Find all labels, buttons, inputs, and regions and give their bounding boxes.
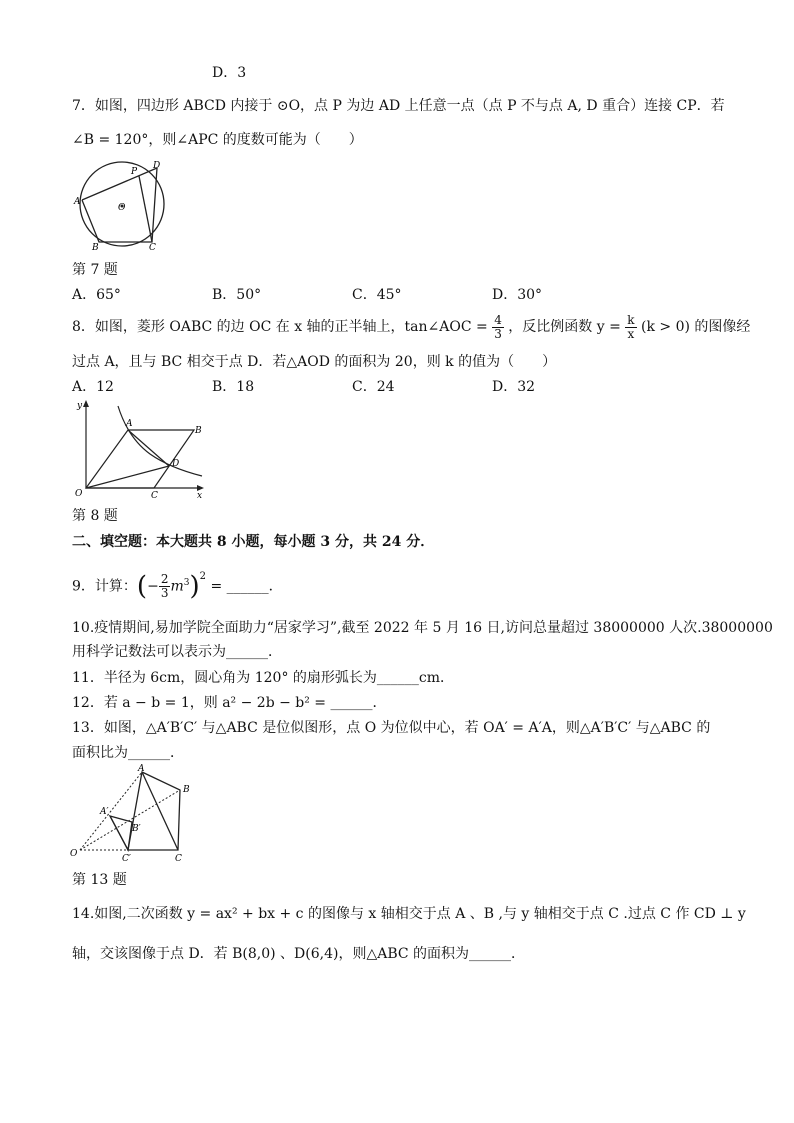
q8-line1 xyxy=(72,310,750,344)
q7-caption: 第 7 题 xyxy=(72,262,118,278)
q8-label-o: O xyxy=(75,489,83,499)
q13-ray-oa xyxy=(80,772,142,850)
q14-line2: 轴，交该图像于点 D．若 B(8,0) 、D(6,4)，则△ABC 的面积为______． xyxy=(72,946,526,962)
q8-k-den: x xyxy=(627,326,635,341)
q8-label-d: D xyxy=(172,459,180,469)
q7-option-d: D．30° xyxy=(492,287,543,303)
q9-left-paren: ( xyxy=(136,571,148,602)
q13-label-b: B xyxy=(183,785,190,795)
q8-hyperbola xyxy=(118,406,202,476)
q8-k-num: k xyxy=(627,312,635,327)
q9-var: m xyxy=(170,578,184,595)
q8-tan-num: 4 xyxy=(494,312,502,327)
q7-figure xyxy=(70,158,180,250)
q8-line1-a: 8．如图，菱形 OABC 的边 OC 在 x 轴的正半轴上，tan∠AOC = xyxy=(72,319,488,335)
q8-option-a: A．12 xyxy=(72,379,114,395)
q8-label-y: y xyxy=(77,401,83,411)
q9-var-exp: 3 xyxy=(183,578,190,588)
q9-frac-num: 2 xyxy=(160,572,169,587)
q7-option-b: B．50° xyxy=(212,287,262,303)
q7-label-o: O xyxy=(118,203,126,213)
q8-option-b: B．18 xyxy=(212,379,255,395)
q8-figure xyxy=(70,398,210,500)
q9-prefix: 9．计算： xyxy=(72,578,137,595)
q8-k-fraction xyxy=(625,314,636,341)
q8-label-b: B xyxy=(195,426,202,436)
q7-label-c: C xyxy=(149,243,156,250)
q9-outer-exp: 2 xyxy=(199,571,206,582)
q14-line1: 14.如图,二次函数 y = ax² + bx + c 的图像与 x 轴相交于点 A 、B ,与 y 轴相交于点 C .过点 C 作 CD ⊥ y xyxy=(72,906,746,922)
q6-option-d: D．3 xyxy=(212,65,247,81)
q13-label-b-prime: B′ xyxy=(132,824,141,834)
q8-label-x: x xyxy=(197,491,203,500)
q9-fraction xyxy=(159,573,171,600)
q7-label-b: B xyxy=(92,243,99,250)
q13-label-a: A xyxy=(138,764,145,774)
q8-option-c: C．24 xyxy=(352,379,395,395)
q8-label-a: A xyxy=(126,419,133,429)
q7-line1: 7．如图，四边形 ABCD 内接于 ⊙O，点 P 为边 AD 上任意一点（点 P 不与点 A, D 重合）连接 CP．若 xyxy=(72,98,725,114)
q7-label-a: A xyxy=(74,197,81,207)
q13-small-edge xyxy=(110,816,128,850)
q10-line2: 用科学记数法可以表示为______． xyxy=(72,644,282,660)
q13-label-a-prime: A′ xyxy=(100,807,109,817)
q8-line1-b: ，反比例函数 y = xyxy=(508,319,621,335)
q7-line2: ∠B = 120°，则∠APC 的度数可能为（ ） xyxy=(72,132,363,148)
q10-line1: 10.疫情期间,易加学院全面助力“居家学习”,截至 2022 年 5 月 16 日,访问总量超过 38000000 人次.38000000 xyxy=(72,620,773,636)
q13-triangle-abc-edge xyxy=(142,772,178,850)
q8-caption: 第 8 题 xyxy=(72,508,118,524)
q8-line2: 过点 A，且与 BC 相交于点 D．若△AOD 的面积为 20，则 k 的值为（ ） xyxy=(72,354,557,370)
q13-figure xyxy=(68,764,208,864)
q13-label-c-prime: C′ xyxy=(122,854,131,864)
q8-segment-ad xyxy=(128,430,169,466)
q7-option-a: A．65° xyxy=(72,287,121,303)
q13-line2: 面积比为______． xyxy=(72,745,184,761)
q13-label-c: C xyxy=(175,854,182,864)
q9-suffix: = ______． xyxy=(210,578,283,595)
q8-label-c: C xyxy=(151,491,158,500)
q7-label-d: D xyxy=(153,161,161,171)
q13-line1: 13．如图，△A′B′C′ 与△ABC 是位似图形，点 O 为位似中心，若 OA′ = A′A，则△A′B′C′ 与△ABC 的 xyxy=(72,720,711,736)
q13-label-o: O xyxy=(70,849,78,859)
q7-option-c: C．45° xyxy=(352,287,402,303)
section-2-heading: 二、填空题：本大题共 8 小题，每小题 3 分，共 24 分． xyxy=(72,534,435,550)
q13-caption: 第 13 题 xyxy=(72,872,127,888)
q11-line: 11．半径为 6cm，圆心角为 120° 的扇形弧长为______cm． xyxy=(72,670,455,686)
q8-y-arrow xyxy=(83,400,89,407)
q8-tan-den: 3 xyxy=(494,326,502,341)
q7-segment-cp xyxy=(139,176,152,242)
q9-frac-den: 3 xyxy=(160,586,169,601)
q9-sign: − xyxy=(147,578,159,595)
q8-option-d: D．32 xyxy=(492,379,536,395)
q9-line xyxy=(72,566,283,604)
q8-line1-c: (k > 0) 的图像经 xyxy=(641,319,751,335)
q9-right-paren: ) xyxy=(189,571,200,602)
q8-tan-fraction xyxy=(492,314,504,341)
q7-label-p: P xyxy=(131,167,138,177)
q12-line: 12．若 a − b = 1，则 a² − 2b − b² = ______． xyxy=(72,695,387,711)
